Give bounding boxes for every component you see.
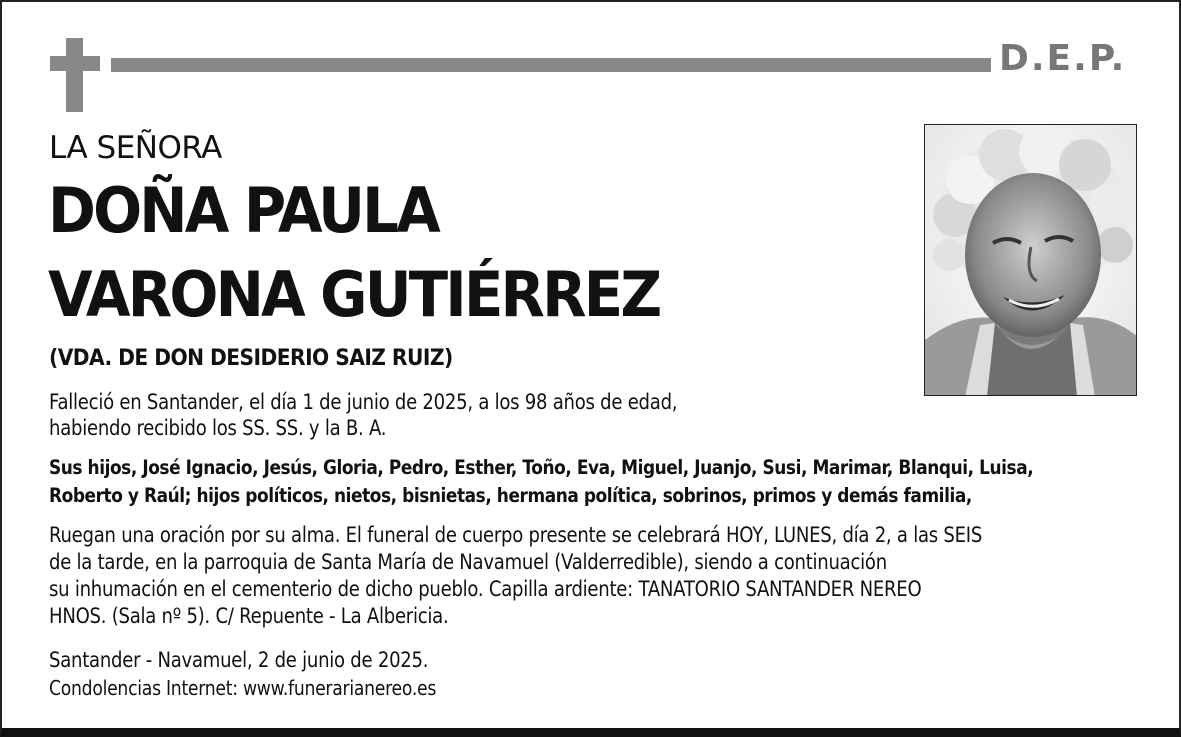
condolences-link[interactable]: Condolencias Internet: www.funerarianereo.es bbox=[49, 676, 437, 700]
portrait-photo bbox=[924, 124, 1137, 396]
death-info-line: habiendo recibido los SS. SS. y la B. A. bbox=[49, 416, 387, 440]
family-list bbox=[49, 454, 1033, 510]
cross-icon-bar bbox=[50, 56, 100, 71]
ceremony-info bbox=[49, 522, 982, 630]
cross-icon bbox=[66, 38, 83, 112]
name-line-1: DOÑA PAULA bbox=[48, 174, 438, 247]
family-line: Roberto y Raúl; hijos políticos, nietos, bisnietas, hermana política, sobrinos, primos y demás familia, bbox=[49, 484, 972, 507]
place-date: Santander - Navamuel, 2 de junio de 2025. bbox=[49, 648, 429, 672]
portrait-image bbox=[925, 125, 1137, 396]
honorific: LA SEÑORA bbox=[49, 130, 222, 166]
name-line-2: VARONA GUTIÉRREZ bbox=[48, 258, 660, 331]
ceremony-line: Ruegan una oración por su alma. El funeral de cuerpo presente se celebrará HOY, LUNES, día 2, a las SEIS bbox=[49, 523, 983, 547]
header-rule bbox=[111, 58, 991, 72]
ceremony-line: HNOS. (Sala nº 5). C/ Repuente - La Albericia. bbox=[49, 604, 449, 628]
widow-of: (VDA. DE DON DESIDERIO SAIZ RUIZ) bbox=[49, 346, 453, 371]
dep-label: D.E.P. bbox=[999, 38, 1127, 79]
ceremony-line: su inhumación en el cementerio de dicho pueblo. Capilla ardiente: TANATORIO SANTANDER NEREO bbox=[49, 577, 922, 601]
death-info bbox=[49, 389, 677, 441]
family-line: Sus hijos, José Ignacio, Jesús, Gloria, Pedro, Esther, Toño, Eva, Miguel, Juanjo, Susi, Marimar, Blanqui, Luisa, bbox=[49, 456, 1034, 479]
death-info-line: Falleció en Santander, el día 1 de junio de 2025, a los 98 años de edad, bbox=[49, 390, 678, 414]
ceremony-line: de la tarde, en la parroquia de Santa María de Navamuel (Valderredible), siendo a continuación bbox=[49, 550, 887, 574]
